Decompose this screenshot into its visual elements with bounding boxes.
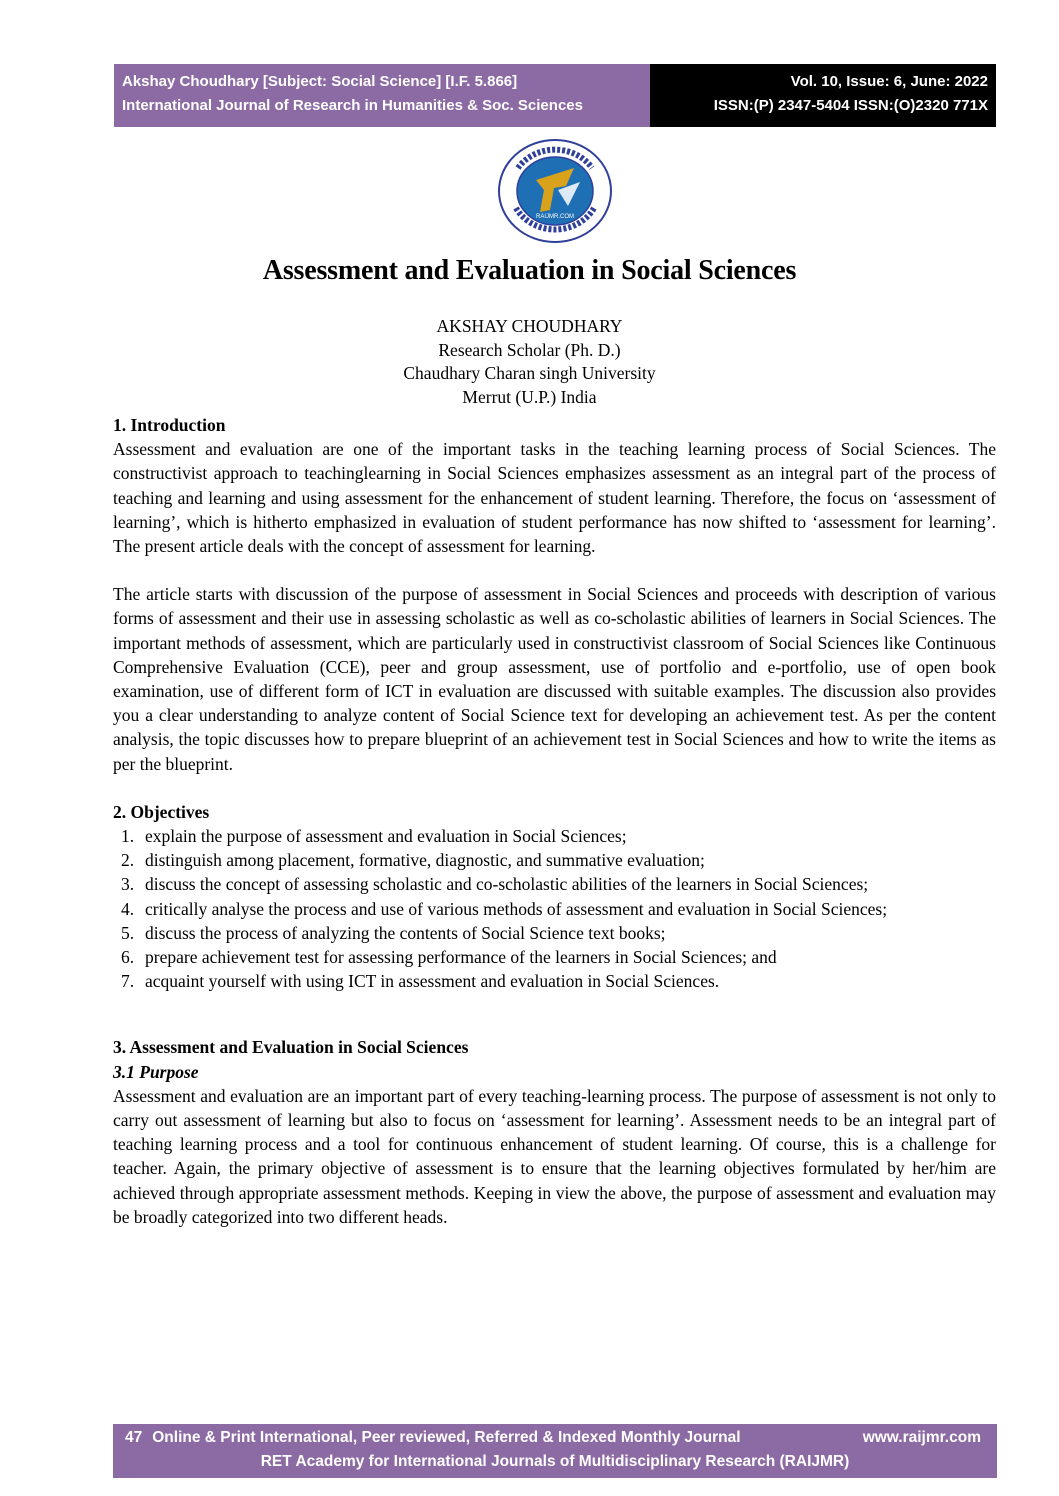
list-item: 2. distinguish among placement, formative, diagnostic, and summative evaluation;: [121, 850, 705, 871]
footer-website-link[interactable]: www.raijmr.com: [862, 1429, 981, 1446]
list-item: 5. discuss the process of analyzing the contents of Social Science text books;: [121, 922, 666, 943]
header-author-subject: Akshay Choudhary [Subject: Social Science] [I.F. 5.866]: [122, 73, 518, 90]
list-item: 6. prepare achievement test for assessing performance of the learners in Social Sciences; and: [121, 947, 777, 968]
footer-journal-description: Online & Print International, Peer reviewed, Referred & Indexed Monthly Journal: [152, 1429, 741, 1446]
header-volume-issue: Vol. 10, Issue: 6, June: 2022: [790, 73, 988, 90]
article-title: Assessment and Evaluation in Social Sciences: [262, 255, 797, 286]
list-item: 7. acquaint yourself with using ICT in assessment and evaluation in Social Sciences.: [121, 971, 720, 992]
author-block: [0, 315, 1059, 409]
author-position: Research Scholar (Ph. D.): [438, 339, 621, 360]
list-item: 3. discuss the concept of assessing scholastic and co-scholastic abilities of the learners in Social Sciences;: [121, 874, 869, 895]
footer-line-1: [125, 1429, 741, 1447]
purpose-paragraph: Assessment and evaluation are an important part of every teaching-learning process. The purpose of assessment is not only to carry out assessment of learning but also to focus on ‘assessment for learning’. Assessment needs to be an integral part of teaching learning process and a tool for continuous enhancement of student learning. Of course, this is a challenge for teacher. Again, the primary objective of assessment is to ensure that the learning objectives formulated by her/him are achieved through appropriate assessment methods. Keeping in view the above, the purpose of assessment and evaluation may be broadly categorized into two different heads.: [113, 1085, 996, 1227]
author-name: AKSHAY CHOUDHARY: [436, 316, 623, 336]
list-item: 4. critically analyse the process and use of various methods of assessment and evaluation in Social Sciences;: [121, 898, 888, 919]
section-heading-assessment: 3. Assessment and Evaluation in Social Sciences: [113, 1037, 469, 1058]
section-heading-introduction: 1. Introduction: [113, 415, 226, 435]
footer-publisher: RET Academy for International Journals of Multidisciplinary Research (RAIJMR): [260, 1453, 850, 1470]
logo-center-text: RAIJMR.COM: [536, 214, 574, 220]
section-heading-objectives: 2. Objectives: [113, 801, 210, 822]
subsection-heading-purpose: 3.1 Purpose: [113, 1061, 199, 1082]
page-footer: [113, 1424, 997, 1478]
objectives-list: [113, 824, 996, 993]
journal-logo-seal: [496, 138, 614, 244]
introduction-paragraph-1: Assessment and evaluation are one of the important tasks in the teaching learning process of Social Sciences. The constructivist approach to teachinglearning in Social Sciences emphasizes assessment as an integral part of the process of teaching and learning and using assessment for the enhancement of student learning. Therefore, the focus on ‘assessment of learning’, which is hitherto emphasized in evaluation of student performance has now shifted to ‘assessment for learning’. The present article deals with the concept of assessment for learning.: [113, 439, 996, 557]
running-header: [114, 64, 996, 127]
article-body: [113, 413, 996, 1229]
introduction-paragraph-2: The article starts with discussion of the purpose of assessment in Social Sciences and proceeds with description of various forms of assessment and their use in assessing scholastic as well as co-scholastic abilities of learners in Social Sciences. The important methods of assessment, which are particularly used in constructivist classroom of Social Sciences like Continuous Comprehensive Evaluation (CCE), peer and group assessment, use of portfolio and e-portfolio, use of open book examination, use of different form of ICT in evaluation are discussed with suitable examples. The discussion also provides you a clear understanding to analyze content of Social Science text for developing an achievement test. As per the content analysis, the topic discusses how to prepare blueprint of an achievement test in Social Sciences and how to write the items as per the blueprint.: [113, 584, 996, 774]
header-issn: ISSN:(P) 2347-5404 ISSN:(O)2320 771X: [713, 97, 988, 114]
header-journal-name: International Journal of Research in Humanities & Soc. Sciences: [122, 97, 583, 114]
header-left-panel: [114, 64, 650, 127]
list-item: 1. explain the purpose of assessment and evaluation in Social Sciences;: [121, 826, 627, 847]
author-university: Chaudhary Charan singh University: [403, 363, 656, 383]
page-number: 47: [125, 1429, 143, 1446]
header-right-panel: [650, 64, 996, 127]
author-location: Merrut (U.P.) India: [462, 386, 597, 407]
